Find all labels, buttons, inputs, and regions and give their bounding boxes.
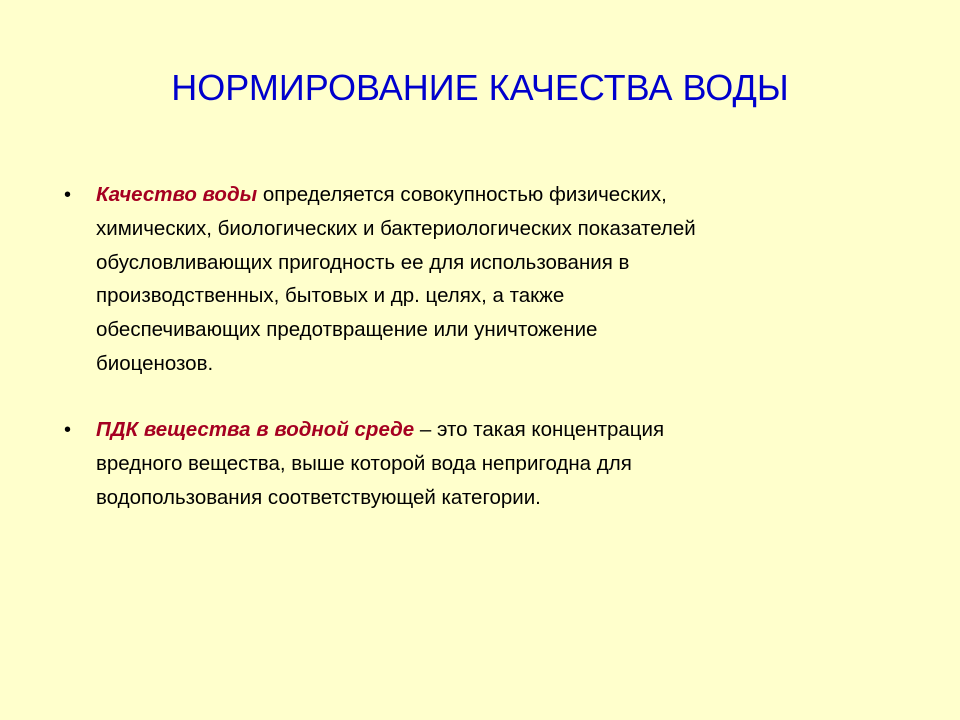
slide-title: НОРМИРОВАНИЕ КАЧЕСТВА ВОДЫ [171,67,789,108]
bullet-line: обеспечивающих предотвращение или уничтожение [96,318,598,342]
bullet-text [96,178,886,381]
bullet-line: химических, биологических и бактериологических показателей [96,216,696,240]
term-water-quality: Качество воды [96,183,258,206]
term-mpc: ПДК вещества в водной среде [96,418,415,441]
bullet-line [96,413,886,447]
bullet-line: биоценозов. [96,351,214,375]
bullet-icon: • [64,184,72,206]
bullet-text [96,413,886,514]
bullet-line: водопользования соответствующей категории. [96,485,541,509]
definition-text: – это такая концентрация [414,418,665,441]
definition-text: определяется совокупностью физических, [257,183,667,206]
bullet-icon: • [64,419,72,441]
bullet-line [96,178,886,212]
bullet-line: производственных, бытовых и др. целях, а также [96,284,565,308]
bullet-line: вредного вещества, выше которой вода непригодна для [96,451,632,475]
bullet-line: обусловливающих пригодность ее для использования в [96,250,630,274]
